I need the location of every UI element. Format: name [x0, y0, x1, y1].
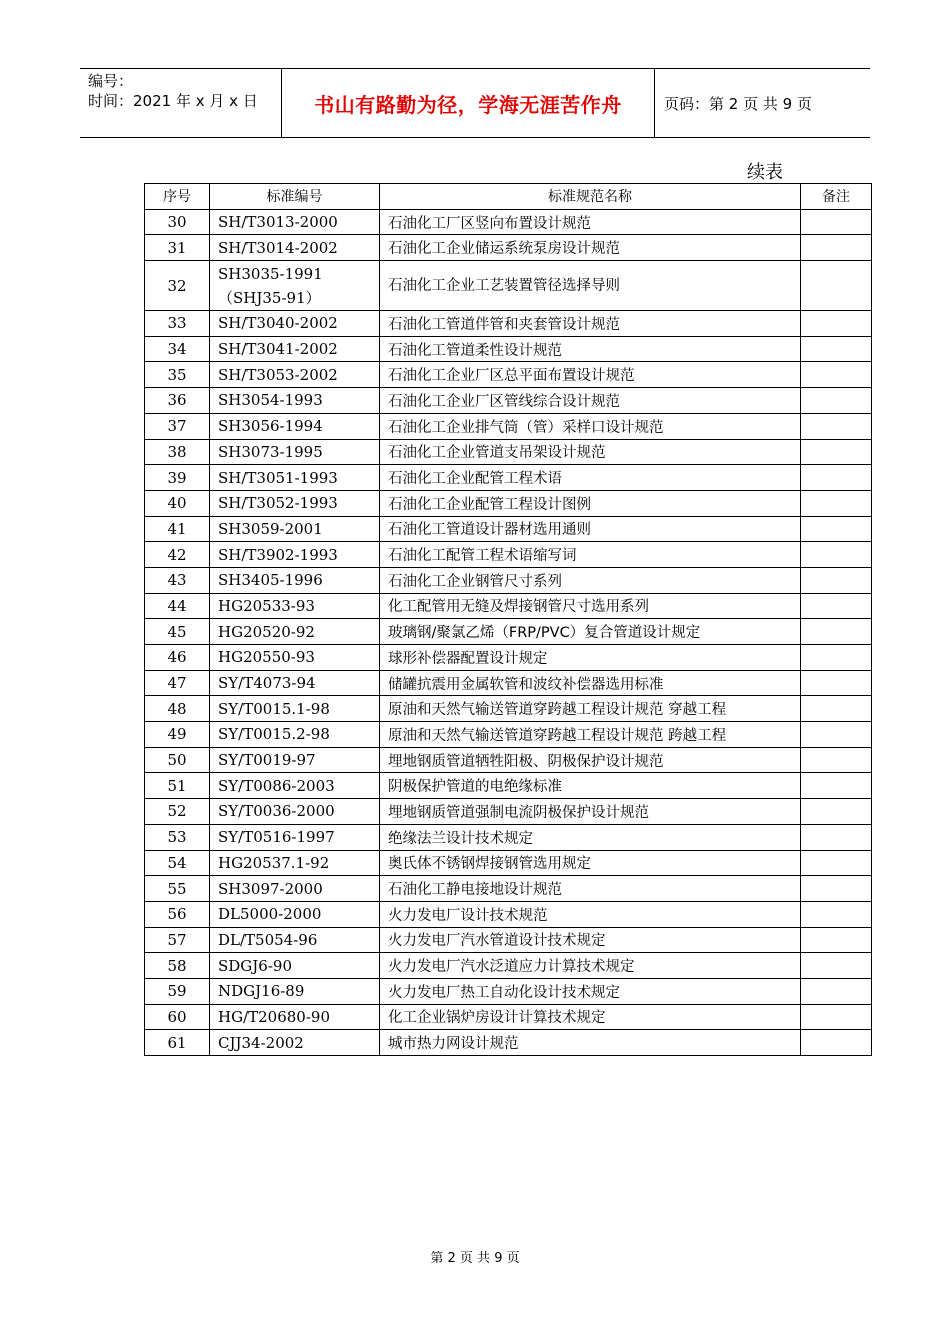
standard-note: [801, 978, 872, 1004]
standard-code-cell: [210, 439, 380, 465]
standard-note: [801, 362, 872, 388]
standard-code-cell: [210, 567, 380, 593]
table-row: [145, 645, 872, 671]
row-number: 44: [145, 593, 210, 619]
row-number: 40: [145, 490, 210, 516]
standard-name: 奥氏体不锈钢焊接钢管选用规定: [380, 850, 801, 876]
row-number: 61: [145, 1030, 210, 1056]
table-row: [145, 876, 872, 902]
row-number: 34: [145, 336, 210, 362]
standard-code-cell: [210, 542, 380, 568]
standard-code: SY/T0086-2003: [218, 776, 335, 795]
standard-note: [801, 336, 872, 362]
standard-note: [801, 645, 872, 671]
standard-code-cell: [210, 362, 380, 388]
row-number: 37: [145, 413, 210, 439]
row-number: 49: [145, 722, 210, 748]
standard-code-cell: [210, 490, 380, 516]
standard-code: SY/T0516-1997: [218, 828, 335, 847]
standard-note: [801, 235, 872, 261]
table-row: [145, 567, 872, 593]
row-number: 53: [145, 824, 210, 850]
row-number: 60: [145, 1004, 210, 1030]
standard-code: SH3035-1991: [218, 264, 323, 283]
table-row: [145, 490, 872, 516]
standard-code-cell: [210, 901, 380, 927]
table-row: [145, 465, 872, 491]
standard-name: 石油化工管道伴管和夹套管设计规范: [380, 311, 801, 337]
standard-code-cell: [210, 235, 380, 261]
standard-name: 埋地钢质管道强制电流阴极保护设计规范: [380, 799, 801, 825]
standard-name: 石油化工企业厂区总平面布置设计规范: [380, 362, 801, 388]
row-number: 33: [145, 311, 210, 337]
column-header-code: 标准编号: [210, 184, 380, 210]
standard-name: 绝缘法兰设计技术规定: [380, 824, 801, 850]
standard-name: 埋地钢质管道牺牲阳极、阴极保护设计规范: [380, 747, 801, 773]
standard-name: 阴极保护管道的电绝缘标准: [380, 773, 801, 799]
row-number: 30: [145, 209, 210, 235]
standard-code: HG/T20680-90: [218, 1007, 330, 1026]
table-row: [145, 850, 872, 876]
standard-code-cell: [210, 465, 380, 491]
standard-code: SH/T3053-2002: [218, 365, 338, 384]
standard-note: [801, 413, 872, 439]
table-row: [145, 722, 872, 748]
table-row: [145, 362, 872, 388]
standard-code-cell: [210, 1004, 380, 1030]
standard-name: 火力发电厂设计技术规范: [380, 901, 801, 927]
standard-name: 城市热力网设计规范: [380, 1030, 801, 1056]
standard-note: [801, 747, 872, 773]
header-page-cell: [655, 69, 870, 137]
standard-note: [801, 542, 872, 568]
row-number: 56: [145, 901, 210, 927]
standard-code: SY/T0015.2-98: [218, 725, 330, 744]
standard-code: SH/T3051-1993: [218, 468, 338, 487]
table-row: [145, 927, 872, 953]
standard-code: HG20537.1-92: [218, 853, 330, 872]
standard-name: 石油化工企业排气筒（管）采样口设计规范: [380, 413, 801, 439]
row-number: 58: [145, 953, 210, 979]
standard-note: [801, 824, 872, 850]
standard-code: SY/T0019-97: [218, 751, 316, 770]
standard-code-cell: [210, 850, 380, 876]
standard-code: SH3405-1996: [218, 571, 323, 590]
standard-name: 玻璃钢/聚氯乙烯（FRP/PVC）复合管道设计规定: [380, 619, 801, 645]
table-row: [145, 901, 872, 927]
row-number: 45: [145, 619, 210, 645]
row-number: 46: [145, 645, 210, 671]
standard-code: SH3054-1993: [218, 391, 323, 410]
standard-code-cell: [210, 619, 380, 645]
standard-code: SH3073-1995: [218, 442, 323, 461]
table-row: [145, 336, 872, 362]
row-number: 39: [145, 465, 210, 491]
standard-note: [801, 1004, 872, 1030]
header-meta: [80, 69, 282, 137]
column-header-name: 标准规范名称: [380, 184, 801, 210]
table-row: [145, 1030, 872, 1056]
standard-code-cell: [210, 593, 380, 619]
standard-code: CJJ34-2002: [218, 1033, 304, 1052]
table-row: [145, 619, 872, 645]
standard-name: 石油化工企业厂区管线综合设计规范: [380, 388, 801, 414]
standard-note: [801, 567, 872, 593]
standard-name: 石油化工配管工程术语缩写词: [380, 542, 801, 568]
table-body: [145, 209, 872, 1055]
time-label: 时间：2021 年 x 月 x 日: [88, 92, 258, 110]
standard-code: SH/T3040-2002: [218, 314, 338, 333]
standard-code: HG20550-93: [218, 648, 315, 667]
standard-name: 球形补偿器配置设计规定: [380, 645, 801, 671]
row-number: 36: [145, 388, 210, 414]
standard-name: 石油化工厂区竖向布置设计规范: [380, 209, 801, 235]
standard-note: [801, 876, 872, 902]
row-number: 59: [145, 978, 210, 1004]
standard-code: SH/T3013-2000: [218, 213, 338, 232]
table-row: [145, 388, 872, 414]
standard-code-cell: [210, 645, 380, 671]
row-number: 32: [145, 261, 210, 311]
standard-note: [801, 619, 872, 645]
header-page-label: 页码：第 2 页 共 9 页: [664, 94, 812, 113]
column-header-note: 备注: [801, 184, 872, 210]
standard-note: [801, 927, 872, 953]
standard-note: [801, 901, 872, 927]
standard-note: [801, 261, 872, 311]
standard-note: [801, 593, 872, 619]
standards-table: [144, 183, 872, 1056]
standard-name: 石油化工企业配管工程术语: [380, 465, 801, 491]
standard-note: [801, 1030, 872, 1056]
standard-code: SDGJ6-90: [218, 956, 292, 975]
table-row: [145, 670, 872, 696]
row-number: 31: [145, 235, 210, 261]
standard-code-cell: [210, 978, 380, 1004]
standard-note: [801, 209, 872, 235]
table-row: [145, 542, 872, 568]
table-row: [145, 1004, 872, 1030]
row-number: 42: [145, 542, 210, 568]
table-row: [145, 235, 872, 261]
header-motto: 书山有路勤为径，学海无涯苦作舟: [314, 92, 622, 117]
header-motto-cell: [282, 69, 655, 137]
standard-note: [801, 465, 872, 491]
standard-name: 储罐抗震用金属软管和波纹补偿器选用标准: [380, 670, 801, 696]
standard-name: 化工配管用无缝及焊接钢管尺寸选用系列: [380, 593, 801, 619]
standard-code-cell: [210, 261, 380, 311]
standard-code: SH3097-2000: [218, 879, 323, 898]
standard-code: SH/T3902-1993: [218, 545, 338, 564]
standard-name: 火力发电厂汽水管道设计技术规定: [380, 927, 801, 953]
standard-note: [801, 670, 872, 696]
row-number: 52: [145, 799, 210, 825]
table-row: [145, 747, 872, 773]
standard-note: [801, 388, 872, 414]
row-number: 47: [145, 670, 210, 696]
standard-note: [801, 311, 872, 337]
standard-note: [801, 850, 872, 876]
row-number: 54: [145, 850, 210, 876]
standard-note: [801, 490, 872, 516]
standard-name: 石油化工企业储运系统泵房设计规范: [380, 235, 801, 261]
standard-code-cell: [210, 953, 380, 979]
standard-name: 石油化工企业配管工程设计图例: [380, 490, 801, 516]
standard-note: [801, 722, 872, 748]
table-row: [145, 311, 872, 337]
standard-name: 原油和天然气输送管道穿跨越工程设计规范 穿越工程: [380, 696, 801, 722]
table-row: [145, 413, 872, 439]
standard-code: SY/T0036-2000: [218, 802, 335, 821]
standard-name: 原油和天然气输送管道穿跨越工程设计规范 跨越工程: [380, 722, 801, 748]
standard-code: SH3059-2001: [218, 519, 323, 538]
standard-code-cell: [210, 722, 380, 748]
standard-code: NDGJ16-89: [218, 982, 305, 1001]
standard-code: HG20533-93: [218, 596, 315, 615]
column-header-no: 序号: [145, 184, 210, 210]
standard-name: 火力发电厂汽水泛道应力计算技术规定: [380, 953, 801, 979]
continued-label: 续表: [747, 162, 783, 183]
standard-code-cell: [210, 824, 380, 850]
standard-code-cell: [210, 696, 380, 722]
standard-code-cell: [210, 388, 380, 414]
standard-code-cell: [210, 799, 380, 825]
standard-note: [801, 773, 872, 799]
standard-note: [801, 439, 872, 465]
standard-name: 石油化工企业工艺装置管径选择导则: [380, 261, 801, 311]
table-row: [145, 516, 872, 542]
standard-code-cell: [210, 876, 380, 902]
table-row: [145, 261, 872, 311]
standard-code: DL/T5054-96: [218, 930, 318, 949]
standard-code: SY/T0015.1-98: [218, 699, 330, 718]
standard-name: 石油化工企业钢管尺寸系列: [380, 567, 801, 593]
row-number: 51: [145, 773, 210, 799]
standard-note: [801, 516, 872, 542]
table-row: [145, 978, 872, 1004]
standard-code: SY/T4073-94: [218, 674, 316, 693]
table-row: [145, 593, 872, 619]
page-header: [80, 68, 870, 138]
table-row: [145, 953, 872, 979]
standard-name: 石油化工管道设计器材选用通则: [380, 516, 801, 542]
standard-code: SH/T3052-1993: [218, 494, 338, 513]
standard-name: 化工企业锅炉房设计计算技术规定: [380, 1004, 801, 1030]
row-number: 38: [145, 439, 210, 465]
standard-code-cell: [210, 209, 380, 235]
standard-note: [801, 799, 872, 825]
table-row: [145, 799, 872, 825]
row-number: 55: [145, 876, 210, 902]
row-number: 35: [145, 362, 210, 388]
standard-name: 石油化工管道柔性设计规范: [380, 336, 801, 362]
table-row: [145, 696, 872, 722]
row-number: 48: [145, 696, 210, 722]
row-number: 41: [145, 516, 210, 542]
standard-code-cell: [210, 1030, 380, 1056]
table-row: [145, 824, 872, 850]
standard-code-cell: [210, 311, 380, 337]
standard-code: SH3056-1994: [218, 417, 323, 436]
page-footer: 第 2 页 共 9 页: [430, 1251, 520, 1266]
standard-code-cell: [210, 336, 380, 362]
standard-note: [801, 953, 872, 979]
row-number: 50: [145, 747, 210, 773]
standard-name: 石油化工静电接地设计规范: [380, 876, 801, 902]
standard-note: [801, 696, 872, 722]
table-row: [145, 773, 872, 799]
standard-code-cell: [210, 773, 380, 799]
standard-code-cell: [210, 927, 380, 953]
standard-code: SH/T3041-2002: [218, 340, 338, 359]
standard-code-cell: [210, 516, 380, 542]
table-row: [145, 439, 872, 465]
standard-code-alt: （SHJ35-91）: [218, 288, 321, 307]
standard-code-cell: [210, 747, 380, 773]
row-number: 57: [145, 927, 210, 953]
standard-code: SH/T3014-2002: [218, 238, 338, 257]
row-number: 43: [145, 567, 210, 593]
standard-name: 石油化工企业管道支吊架设计规范: [380, 439, 801, 465]
table-row: [145, 209, 872, 235]
standard-code: DL5000-2000: [218, 905, 322, 924]
standard-name: 火力发电厂热工自动化设计技术规定: [380, 978, 801, 1004]
standard-code-cell: [210, 670, 380, 696]
table-header-row: [145, 184, 872, 210]
standard-code: HG20520-92: [218, 622, 315, 641]
number-label: 编号：: [88, 72, 134, 90]
standard-code-cell: [210, 413, 380, 439]
